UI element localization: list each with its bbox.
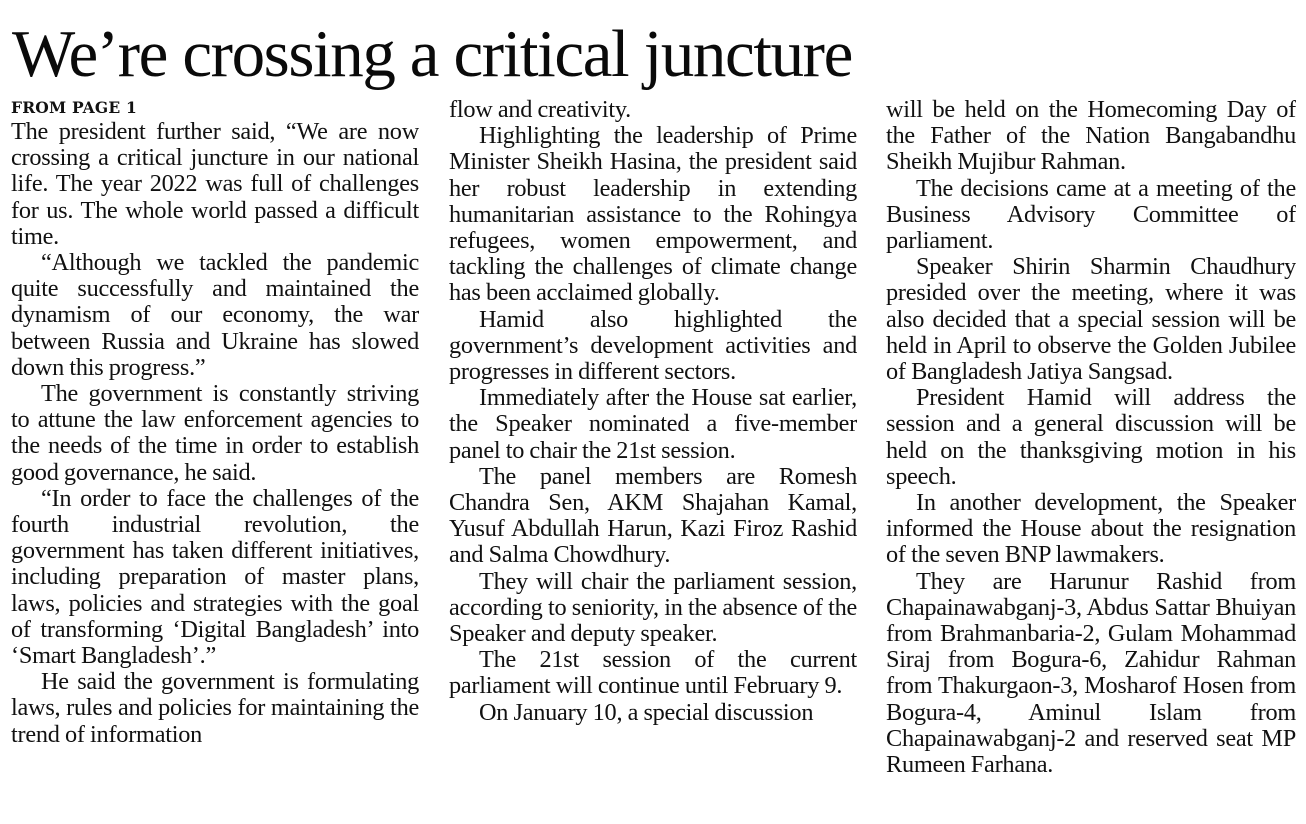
paragraph: Highlighting the leadership of Prime Minister Sheikh Hasina, the president said her robust leadership in extending humanitarian assistance to the Rohingya refugees, women empowerment, and tackling the challenges of climate change has been acclaimed globally.	[449, 122, 857, 307]
paragraph: They will chair the parliament session, according to seniority, in the absence of the Speaker and deputy speaker.	[449, 567, 857, 648]
paragraph: will be held on the Homecoming Day of the Father of the Nation Bangabandhu Sheikh Mujibur Rahman.	[886, 97, 1296, 176]
continuation-kicker: FROM PAGE 1	[11, 98, 137, 117]
paragraph: In another development, the Speaker informed the House about the resignation of the seven BNP lawmakers.	[886, 489, 1296, 569]
headline: We’re crossing a critical juncture	[12, 17, 852, 91]
paragraph: The government is constantly striving to attune the law enforcement agencies to the needs of the time in order to establish good governance, he said.	[11, 380, 419, 486]
paragraph: President Hamid will address the session and a general discussion will be held on the thanksgiving motion in his speech.	[886, 384, 1296, 490]
paragraph: He said the government is formulating laws, rules and policies for maintaining the trend of information	[11, 668, 419, 748]
paragraph: “Although we tackled the pandemic quite successfully and maintained the dynamism of our economy, the war between Russia and Ukraine has slowed down this progress.”	[11, 249, 419, 381]
paragraph: The president further said, “We are now crossing a critical juncture in our national life. The year 2022 was full of challenges for us. The whole world passed a difficult time.	[11, 118, 419, 250]
article-column-2	[449, 97, 857, 819]
paragraph: On January 10, a special discussion	[479, 698, 814, 726]
paragraph: Speaker Shirin Sharmin Chaudhury presided over the meeting, where it was also decided that a special session will be held in April to observe the Golden Jubilee of Bangladesh Jatiya Sangsad.	[886, 253, 1296, 386]
article-column-3	[886, 97, 1296, 819]
paragraph: flow and creativity.	[449, 97, 632, 123]
paragraph: They are Harunur Rashid from Chapainawabganj-3, Abdus Sattar Bhuiyan from Brahmanbaria-2, Gulam Mohammad Siraj from Bogura-6, Zahidur Rahman from Thakurgaon-3, Mosharof Hosen from Bogura-4, Aminul Islam from Chapainawabganj-2 and reserved seat MP Rumeen Farhana.	[886, 567, 1296, 779]
paragraph: The panel members are Romesh Chandra Sen, AKM Shajahan Kamal, Yusuf Abdullah Harun, Kazi Firoz Rashid and Salma Chowdhury.	[449, 462, 857, 569]
paragraph: Hamid also highlighted the government’s development activities and progresses in different sectors.	[449, 305, 857, 386]
paragraph: The 21st session of the current parliament will continue until February 9.	[449, 646, 857, 700]
article-column-1	[11, 97, 419, 819]
paragraph: “In order to face the challenges of the fourth industrial revolution, the government has taken different initiatives, including preparation of master plans, laws, policies and strategies with the goal of transforming ‘Digital Bangladesh’ into ‘Smart Bangladesh’.”	[11, 484, 419, 670]
paragraph: The decisions came at a meeting of the Business Advisory Committee of parliament.	[886, 174, 1296, 255]
paragraph: Immediately after the House sat earlier, the Speaker nominated a five-member panel to chair the 21st session.	[449, 384, 857, 464]
